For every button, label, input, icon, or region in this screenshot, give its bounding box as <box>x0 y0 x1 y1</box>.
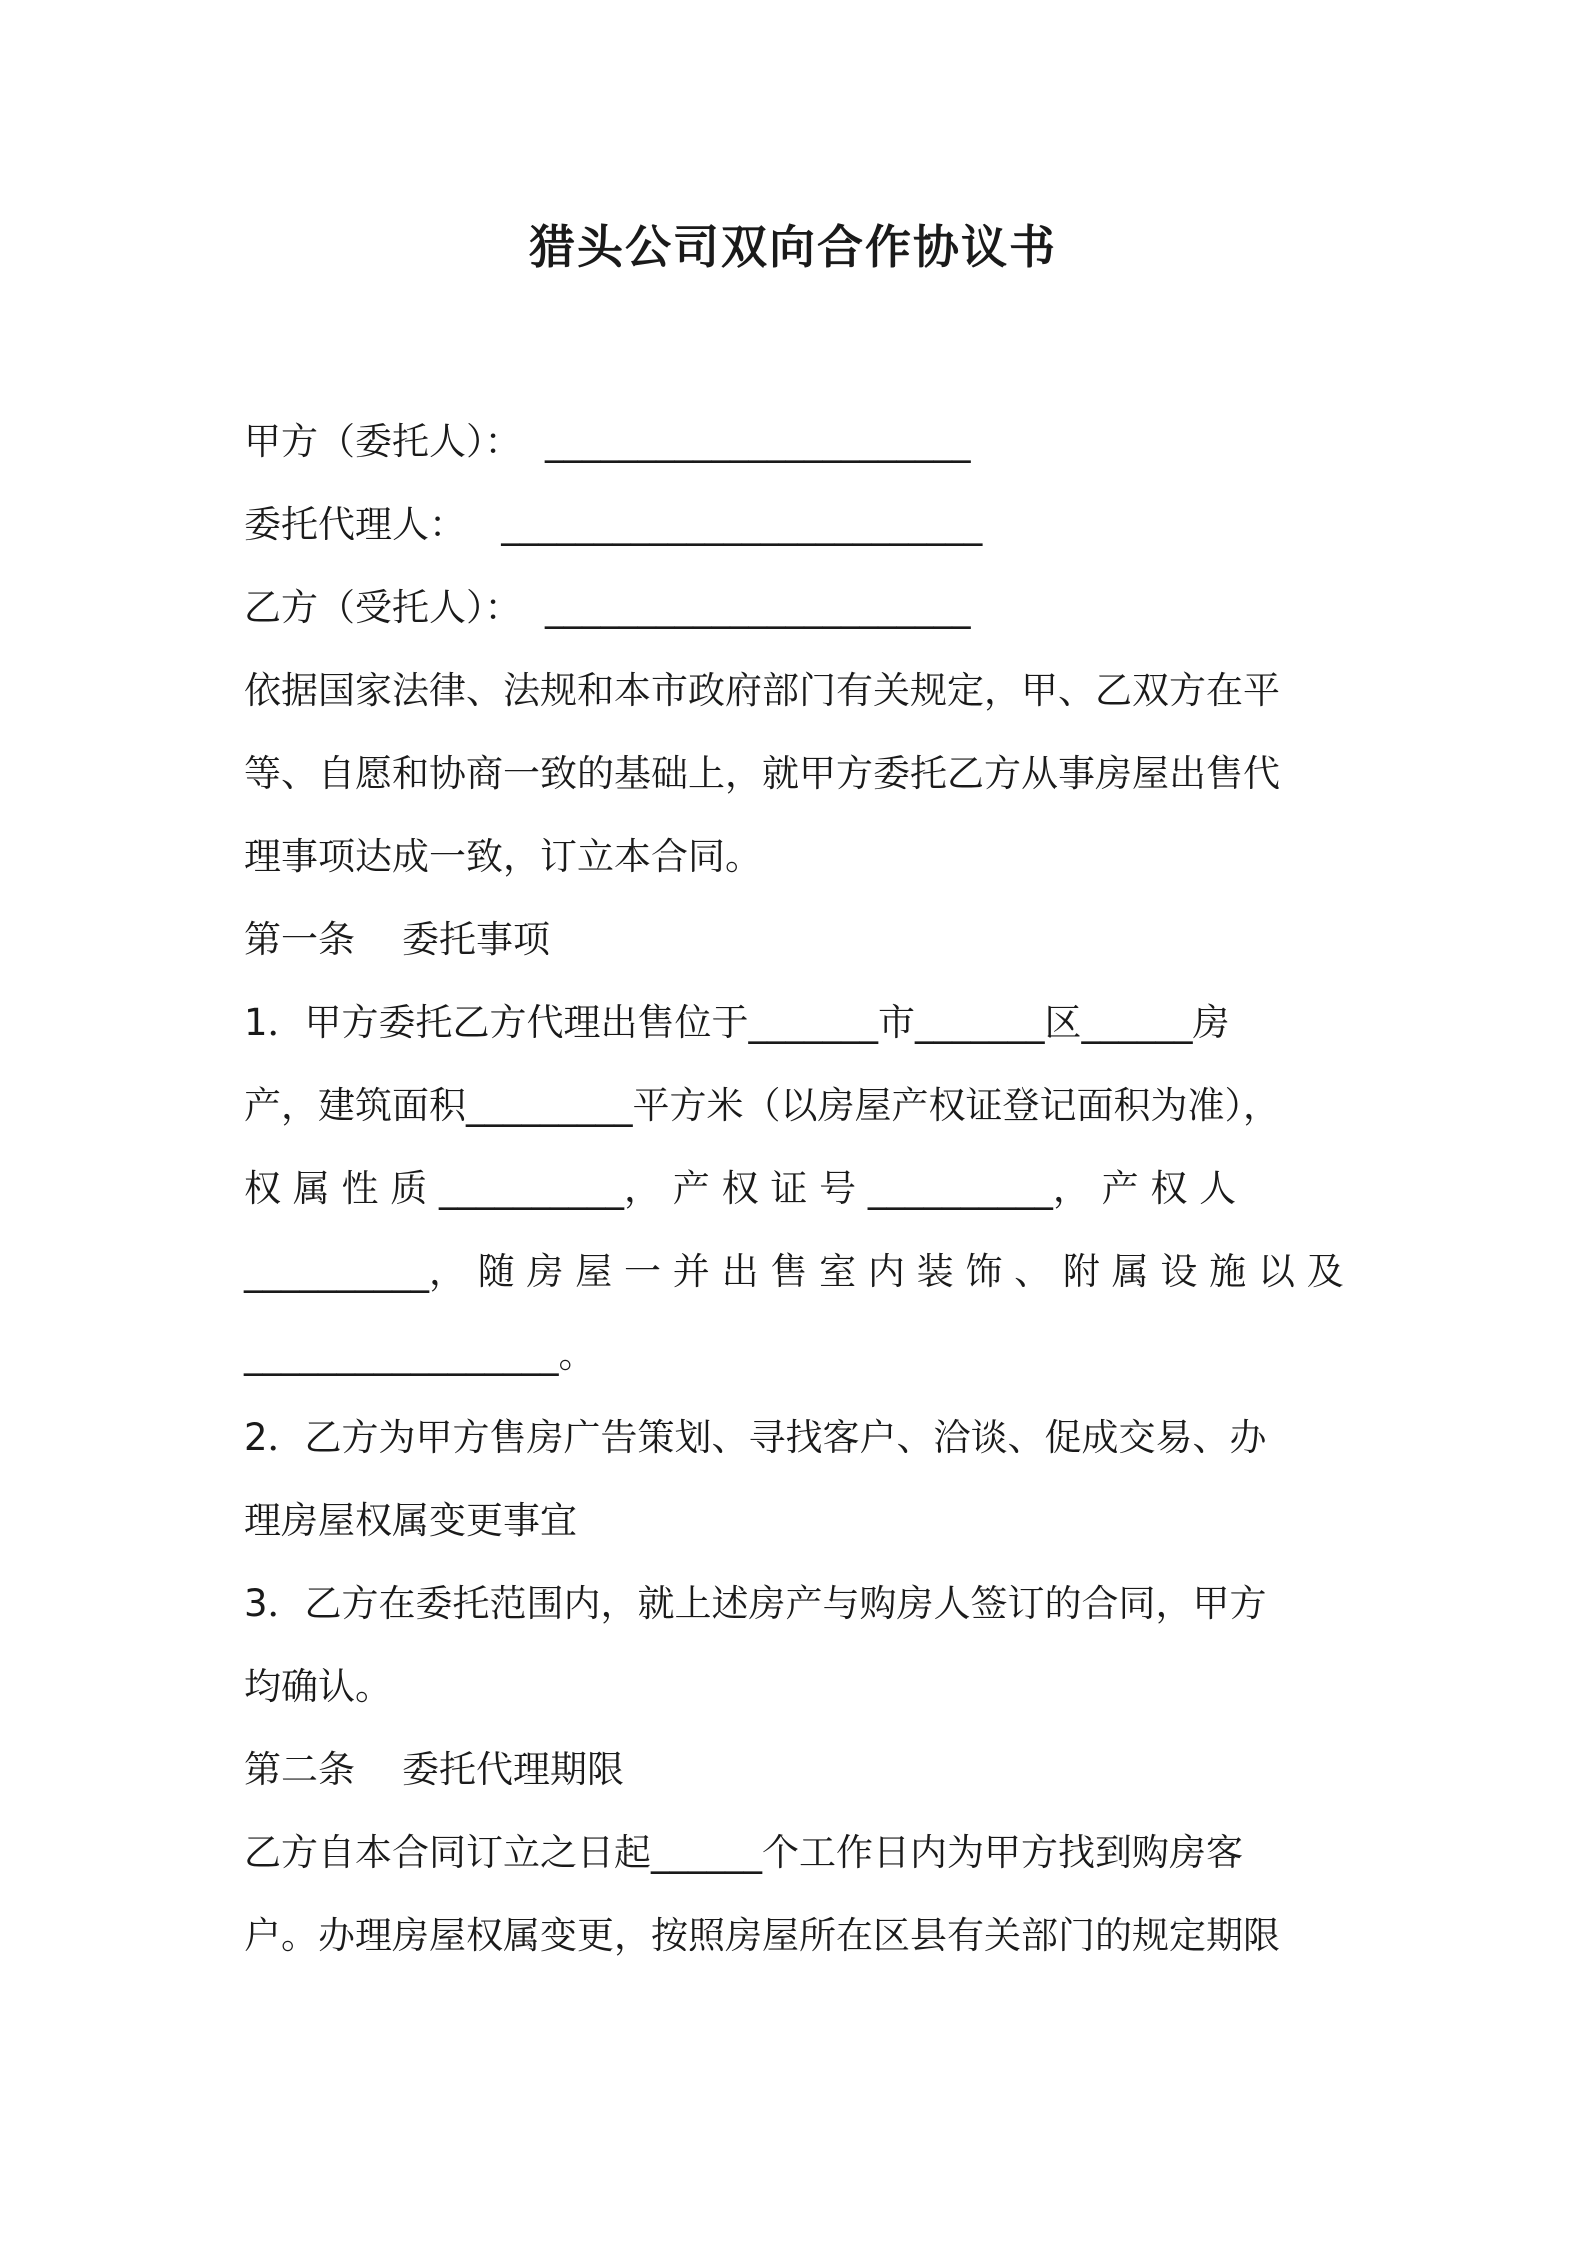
article-2-line: 户。办理房屋权属变更，按照房屋所在区县有关部门的规定期限 <box>244 1914 1280 1957</box>
document-body <box>244 400 1360 1977</box>
article-2-heading: 第二条 委托代理期限 <box>244 1748 625 1791</box>
item-2-line: 2．乙方为甲方售房广告策划、寻找客户、洽谈、促成交易、办 <box>244 1416 1267 1459</box>
article-1-heading: 第一条 委托事项 <box>244 918 551 961</box>
party-b-line: 乙方（受托人）： _______________________ <box>244 586 971 629</box>
item-3-line: 3．乙方在委托范围内，就上述房产与购房人签订的合同，甲方 <box>244 1582 1267 1625</box>
party-a-line: 甲方（委托人）： _______________________ <box>244 420 971 463</box>
item-1-line: 1．甲方委托乙方代理出售位于_______市_______区______房 <box>244 1001 1230 1044</box>
item-1-line: 产，建筑面积_________平方米（以房屋产权证登记面积为准）， <box>244 1084 1280 1127</box>
document-title: 猎头公司双向合作协议书 <box>529 220 1057 274</box>
article-2-line: 乙方自本合同订立之日起______个工作日内为甲方找到购房客 <box>244 1831 1243 1874</box>
item-1-line: 权 属 性 质 __________， 产 权 证 号 __________， 产 权 人 <box>244 1167 1237 1210</box>
intro-line: 等、自愿和协商一致的基础上，就甲方委托乙方从事房屋出售代 <box>244 752 1280 795</box>
intro-line: 理事项达成一致，订立本合同。 <box>244 835 762 878</box>
item-1-line: _________________。 <box>244 1333 596 1376</box>
item-1-line: __________， 随 房 屋 一 并 出 售 室 内 装 饰 、 附 属 设 施 以 及 <box>244 1250 1344 1293</box>
item-2-line: 理房屋权属变更事宜 <box>244 1499 577 1542</box>
item-3-line: 均确认。 <box>244 1665 392 1708</box>
agent-line: 委托代理人： __________________________ <box>244 503 983 546</box>
intro-line: 依据国家法律、法规和本市政府部门有关规定，甲、乙双方在平 <box>244 669 1280 712</box>
